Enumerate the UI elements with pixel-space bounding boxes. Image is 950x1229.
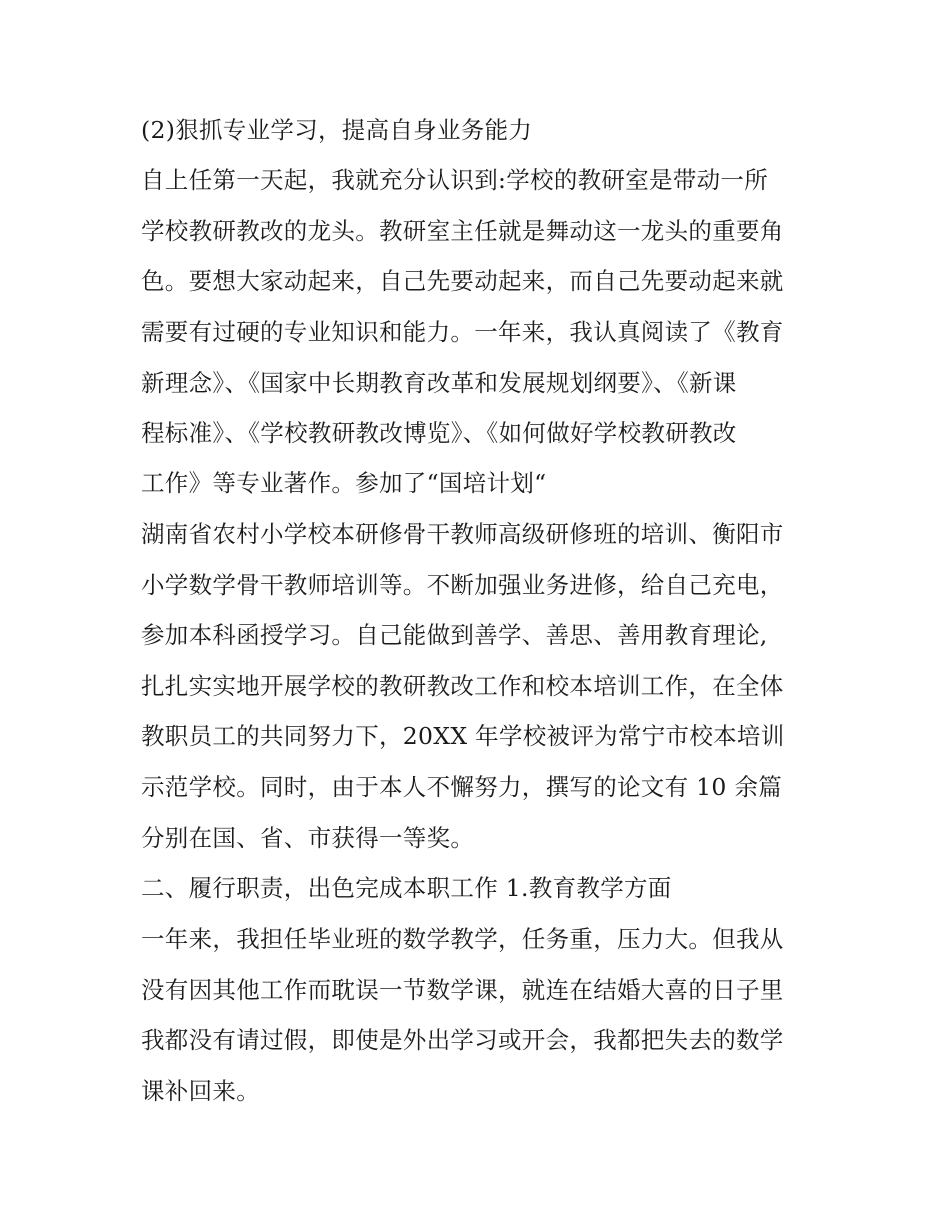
section-heading-duties: 二、履行职责，出色完成本职工作 1.教育教学方面 xyxy=(141,874,672,902)
paragraph-line: 教职员工的共同努力下，20XX 年学校被评为常宁市校本培训 xyxy=(141,722,785,750)
paragraph-line: 湖南省农村小学校本研修骨干教师高级研修班的培训、衡阳市 xyxy=(141,520,784,548)
paragraph-line: 分别在国、省、市获得一等奖。 xyxy=(141,824,475,852)
paragraph-line: 课补回来。 xyxy=(141,1077,260,1105)
paragraph-line: 色。要想大家动起来，自己先要动起来，而自己先要动起来就 xyxy=(141,267,784,295)
paragraph-line: 新理念》、《国家中长期教育改革和发展规划纲要》、《新课 xyxy=(141,369,737,397)
paragraph-line: 扎扎实实地开展学校的教研教改工作和校本培训工作，在全体 xyxy=(141,672,784,700)
paragraph-line: 一年来，我担任毕业班的数学教学，任务重，压力大。但我从 xyxy=(141,925,784,953)
paragraph-line: 没有因其他工作而耽误一节数学课，就连在结婚大喜的日子里 xyxy=(141,976,784,1004)
paragraph-line: 小学数学骨干教师培训等。不断加强业务进修，给自己充电， xyxy=(141,571,784,599)
paragraph-line: 学校教研教改的龙头。教研室主任就是舞动这一龙头的重要角 xyxy=(141,217,784,245)
paragraph-line: 程标准》、《学校教研教改博览》、《如何做好学校教研教改 xyxy=(141,419,737,447)
paragraph-line: 需要有过硬的专业知识和能力。一年来，我认真阅读了《教育 xyxy=(141,318,784,346)
paragraph-line: 自上任第一天起，我就充分认识到:学校的教研室是带动一所 xyxy=(141,166,769,194)
paragraph-line: 工作》等专业著作。参加了“国培计划“ xyxy=(141,469,547,497)
paragraph-line: 参加本科函授学习。自己能做到善学、善思、善用教育理论, xyxy=(141,621,768,649)
paragraph-line: 我都没有请过假，即使是外出学习或开会，我都把失去的数学 xyxy=(141,1026,784,1054)
section-heading-professional-study: (2)狠抓专业学习，提高自身业务能力 xyxy=(141,116,533,144)
paragraph-line: 示范学校。同时，由于本人不懈努力，撰写的论文有 10 余篇 xyxy=(141,773,783,801)
